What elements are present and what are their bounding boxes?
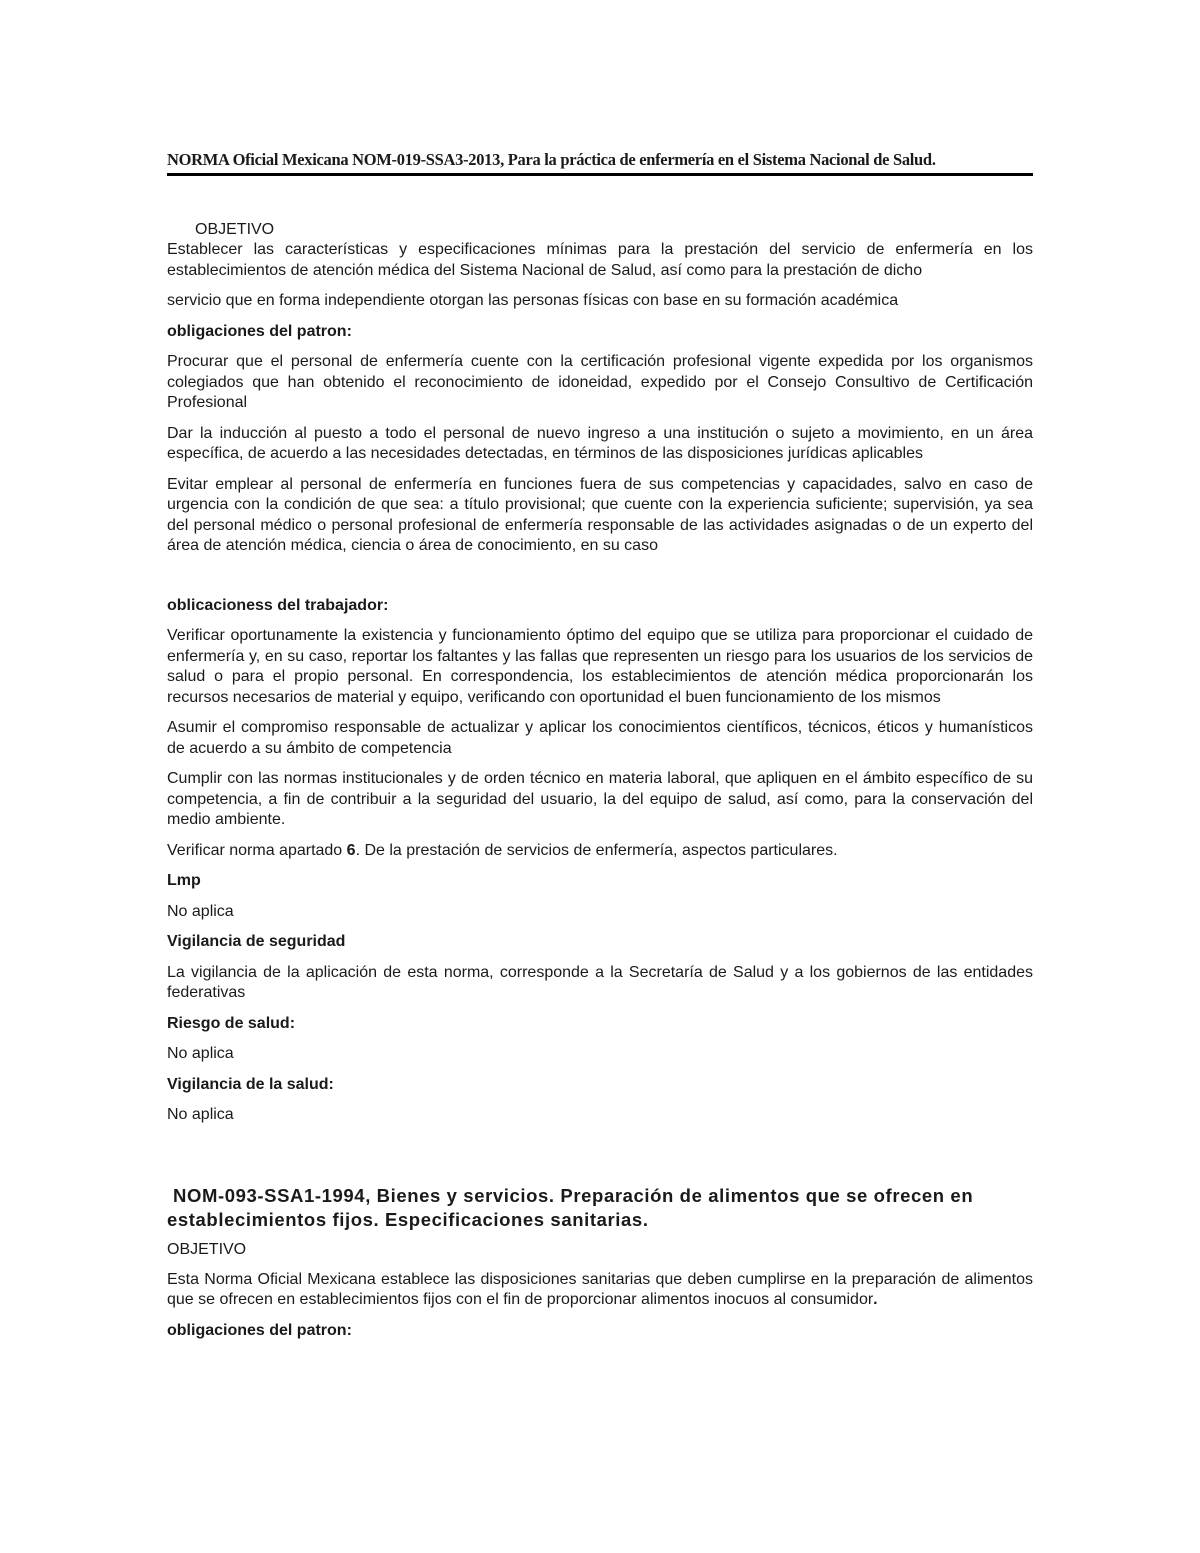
worker-obligations-heading: oblicacioness del trabajador: — [167, 596, 389, 614]
objetivo-paragraph-1: Establecer las características y especificaciones mínimas para la prestación del servicio de enfermería en los establecimientos de atención médica del Sistema Nacional de Salud, así como para la prestación de dicho — [167, 241, 1033, 279]
section-2-objetivo-heading: OBJETIVO — [167, 1240, 247, 1258]
security-surveillance-heading: Vigilancia de seguridad — [167, 933, 346, 950]
verify-note-section-number: 6 — [346, 841, 356, 859]
verify-standard-note — [167, 841, 1033, 862]
objetivo-heading: OBJETIVO — [195, 221, 275, 238]
patron-obligation-item: Dar la inducción al puesto a todo el personal de nuevo ingreso a una institución o sujeto a movimiento, en un área específica, de acuerdo a las necesidades detectadas, en términos de las disposiciones jurídicas aplicables — [167, 424, 1033, 462]
health-risk-heading: Riesgo de salud: — [167, 1014, 296, 1032]
section-2-patron-heading: obligaciones del patron: — [167, 1321, 352, 1339]
section-2-objetivo-period: . — [873, 1291, 878, 1308]
security-surveillance-value: La vigilancia de la aplicación de esta norma, corresponde a la Secretaría de Salud y a los gobiernos de las entidades federativas — [167, 963, 1033, 1001]
verify-note-text-end: . De la prestación de servicios de enfermería, aspectos particulares. — [355, 841, 838, 859]
section-2-title: NOM-093-SSA1-1994, Bienes y servicios. Preparación de alimentos que se ofrecen en establecimientos fijos. Especificaciones sanitarias. — [167, 1184, 974, 1230]
patron-obligations-heading: obligaciones del patron: — [167, 322, 352, 340]
worker-obligation-item: Cumplir con las normas institucionales y de orden técnico en materia laboral, que apliquen en el ámbito específico de su competencia, a fin de contribuir a la seguridad del usuario, la del equipo de salud, así como, para la conservación del medio ambiente. — [167, 770, 1033, 828]
section-2-objetivo-body: Esta Norma Oficial Mexicana establece las disposiciones sanitarias que deben cumplirse en la preparación de alimentos que se ofrecen en establecimientos fijos con el fin de proporcionar alimentos inocuos al consumidor — [167, 1270, 1033, 1308]
lmp-heading: Lmp — [167, 872, 201, 889]
health-surveillance-heading: Vigilancia de la salud: — [167, 1075, 334, 1093]
patron-obligation-item: Procurar que el personal de enfermería cuente con la certificación profesional vigente expedida por los organismos colegiados que han obtenido el reconocimiento de idoneidad, expedido por el Consejo Consultivo de Certificación Profesional — [167, 353, 1033, 411]
verify-note-text: Verificar norma apartado — [167, 841, 347, 859]
health-surveillance-value: No aplica — [167, 1106, 234, 1123]
document-content — [167, 150, 1033, 1341]
health-risk-value: No aplica — [167, 1045, 234, 1062]
objetivo-paragraph-2: servicio que en forma independiente otorgan las personas físicas con base en su formación académica — [167, 292, 899, 309]
worker-obligation-item: Asumir el compromiso responsable de actualizar y aplicar los conocimientos científicos, técnicos, éticos y humanísticos de acuerdo a su ámbito de competencia — [167, 719, 1033, 757]
patron-obligation-item: Evitar emplear al personal de enfermería en funciones fuera de sus competencias y capacidades, salvo en caso de urgencia con la condición de que sea: a título provisional; que cuente con la experiencia suficiente; supervisión, ya sea del personal médico o personal profesional de enfermería responsable de las actividades asignadas o de un experto del área de atención médica, ciencia o área de conocimiento, en su caso — [167, 475, 1033, 554]
worker-obligation-item: Verificar oportunamente la existencia y funcionamiento óptimo del equipo que se utiliza para proporcionar el cuidado de enfermería y, en su caso, reportar los faltantes y las fallas que representen un riesgo para los usuarios de los servicios de salud o para el propio personal. En correspondencia, los establecimientos de atención médica proporcionarán los recursos necesarios de material y equipo, verificando con oportunidad el buen funcionamiento de los mismos — [167, 627, 1033, 706]
section-2-objetivo-text — [167, 1270, 1033, 1311]
lmp-value: No aplica — [167, 902, 234, 920]
document-title: NORMA Oficial Mexicana NOM-019-SSA3-2013, Para la práctica de enfermería en el Sistema Nacional de Salud. — [167, 150, 1033, 176]
